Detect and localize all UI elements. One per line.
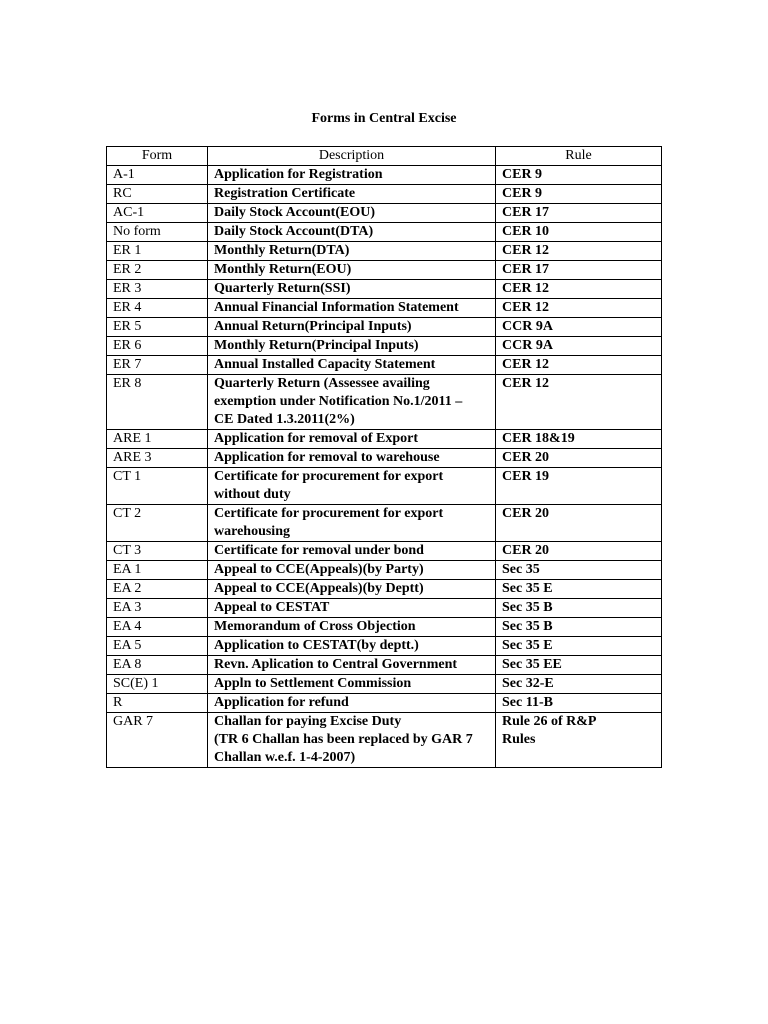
form-code-cell: ER 2 (107, 261, 208, 280)
form-code-cell: AC-1 (107, 204, 208, 223)
rule-cell (496, 561, 662, 580)
table-row (107, 356, 662, 375)
description-cell (208, 223, 496, 242)
rule-line: CCR 9A (502, 338, 553, 353)
table-row (107, 675, 662, 694)
rule-cell (496, 261, 662, 280)
description-line: Application to CESTAT(by deptt.) (214, 638, 419, 653)
form-code-cell: ER 1 (107, 242, 208, 261)
table-row (107, 261, 662, 280)
description-cell (208, 637, 496, 656)
description-cell (208, 356, 496, 375)
description-cell (208, 204, 496, 223)
form-code-cell: A-1 (107, 166, 208, 185)
form-code-cell: No form (107, 223, 208, 242)
rule-line: CER 20 (502, 450, 550, 465)
description-line: Appeal to CCE(Appeals)(by Deptt) (214, 581, 424, 596)
description-cell (208, 468, 496, 505)
column-header-form: Form (107, 147, 208, 166)
form-code-cell: ER 3 (107, 280, 208, 299)
rule-line: CER 10 (502, 224, 550, 239)
table-row (107, 375, 662, 430)
description-cell (208, 599, 496, 618)
description-line: Memorandum of Cross Objection (214, 619, 416, 634)
table-row (107, 599, 662, 618)
rule-line: Rules (502, 732, 536, 747)
description-cell (208, 713, 496, 768)
rule-cell (496, 505, 662, 542)
form-code-cell: CT 2 (107, 505, 208, 542)
description-line: Application for refund (214, 695, 349, 710)
rule-cell (496, 656, 662, 675)
rule-line: Sec 35 E (502, 638, 553, 653)
table-row (107, 242, 662, 261)
rule-line: CER 20 (502, 543, 550, 558)
description-line: Application for Registration (214, 167, 383, 182)
rule-cell (496, 299, 662, 318)
rule-line: CER 12 (502, 357, 550, 372)
rule-line: CCR 9A (502, 319, 553, 334)
form-code-cell: R (107, 694, 208, 713)
description-line: Annual Financial Information Statement (214, 300, 459, 315)
description-cell (208, 261, 496, 280)
description-line: Certificate for procurement for export (214, 506, 444, 521)
rule-line: CER 20 (502, 506, 550, 521)
table-row (107, 561, 662, 580)
description-line: Quarterly Return (Assessee availing (214, 376, 430, 391)
form-code-cell: EA 1 (107, 561, 208, 580)
rule-line: Sec 35 B (502, 619, 553, 634)
description-line: Application for removal of Export (214, 431, 419, 446)
description-line: Certificate for removal under bond (214, 543, 424, 558)
description-line: Appeal to CCE(Appeals)(by Party) (214, 562, 424, 577)
rule-line: CER 19 (502, 469, 550, 484)
description-cell (208, 318, 496, 337)
description-line: Registration Certificate (214, 186, 356, 201)
rule-cell (496, 449, 662, 468)
table-row (107, 505, 662, 542)
description-cell (208, 185, 496, 204)
table-row (107, 468, 662, 505)
table-row (107, 185, 662, 204)
description-cell (208, 694, 496, 713)
table-row (107, 618, 662, 637)
description-cell (208, 280, 496, 299)
description-line: exemption under Notification No.1/2011 – (214, 394, 463, 409)
rule-cell (496, 430, 662, 449)
table-row (107, 430, 662, 449)
rule-cell (496, 242, 662, 261)
column-header-rule: Rule (496, 147, 662, 166)
form-code-cell: ARE 1 (107, 430, 208, 449)
table-body (107, 166, 662, 768)
form-code-cell: ER 8 (107, 375, 208, 430)
column-header-description: Description (208, 147, 496, 166)
description-line: Monthly Return(DTA) (214, 243, 350, 258)
description-line: Annual Installed Capacity Statement (214, 357, 436, 372)
description-line: Challan for paying Excise Duty (214, 714, 402, 729)
rule-cell (496, 637, 662, 656)
form-code-cell: EA 2 (107, 580, 208, 599)
table-row (107, 337, 662, 356)
description-line: without duty (214, 487, 291, 502)
rule-cell (496, 675, 662, 694)
rule-cell (496, 599, 662, 618)
rule-cell (496, 580, 662, 599)
table-row (107, 166, 662, 185)
description-cell (208, 618, 496, 637)
form-code-cell: EA 4 (107, 618, 208, 637)
rule-cell (496, 166, 662, 185)
rule-line: CER 12 (502, 376, 550, 391)
form-code-cell: ER 6 (107, 337, 208, 356)
form-code-cell: ER 4 (107, 299, 208, 318)
description-line: (TR 6 Challan has been replaced by GAR 7 (214, 732, 473, 747)
description-line: Quarterly Return(SSI) (214, 281, 351, 296)
form-code-cell: EA 8 (107, 656, 208, 675)
description-cell (208, 675, 496, 694)
rule-line: CER 12 (502, 281, 550, 296)
form-code-cell: GAR 7 (107, 713, 208, 768)
form-code-cell: CT 1 (107, 468, 208, 505)
rule-line: CER 12 (502, 243, 550, 258)
table-row (107, 449, 662, 468)
description-line: Monthly Return(Principal Inputs) (214, 338, 419, 353)
description-line: Annual Return(Principal Inputs) (214, 319, 412, 334)
rule-cell (496, 468, 662, 505)
description-cell (208, 375, 496, 430)
table-header-row (107, 147, 662, 166)
form-code-cell: ER 5 (107, 318, 208, 337)
rule-line: Sec 32-E (502, 676, 554, 691)
description-cell (208, 542, 496, 561)
form-code-cell: ER 7 (107, 356, 208, 375)
table-row (107, 637, 662, 656)
description-cell (208, 580, 496, 599)
forms-table (106, 146, 662, 768)
description-line: Certificate for procurement for export (214, 469, 444, 484)
description-cell (208, 430, 496, 449)
description-cell (208, 505, 496, 542)
form-code-cell: EA 3 (107, 599, 208, 618)
rule-cell (496, 694, 662, 713)
table-row (107, 280, 662, 299)
rule-line: Rule 26 of R&P (502, 714, 597, 729)
form-code-cell: CT 3 (107, 542, 208, 561)
description-cell (208, 449, 496, 468)
description-line: Appeal to CESTAT (214, 600, 330, 615)
description-line: Challan w.e.f. 1-4-2007) (214, 750, 356, 765)
rule-cell (496, 618, 662, 637)
description-cell (208, 299, 496, 318)
rule-line: CER 9 (502, 186, 543, 201)
rule-line: Sec 35 E (502, 581, 553, 596)
rule-cell (496, 280, 662, 299)
form-code-cell: ARE 3 (107, 449, 208, 468)
form-code-cell: EA 5 (107, 637, 208, 656)
form-code-cell: RC (107, 185, 208, 204)
table-row (107, 299, 662, 318)
rule-line: CER 18&19 (502, 431, 575, 446)
description-line: Daily Stock Account(DTA) (214, 224, 374, 239)
description-line: CE Dated 1.3.2011(2%) (214, 412, 355, 427)
table-row (107, 542, 662, 561)
description-cell (208, 242, 496, 261)
table-row (107, 656, 662, 675)
rule-line: Sec 11-B (502, 695, 553, 710)
rule-line: CER 17 (502, 262, 550, 277)
rule-cell (496, 204, 662, 223)
description-cell (208, 337, 496, 356)
description-line: Appln to Settlement Commission (214, 676, 412, 691)
table-row (107, 694, 662, 713)
rule-line: CER 12 (502, 300, 550, 315)
table-row (107, 223, 662, 242)
description-cell (208, 656, 496, 675)
description-cell (208, 561, 496, 580)
description-line: warehousing (214, 524, 290, 539)
rule-line: CER 17 (502, 205, 550, 220)
description-line: Daily Stock Account(EOU) (214, 205, 375, 220)
rule-line: Sec 35 EE (502, 657, 562, 672)
table-row (107, 318, 662, 337)
table-row (107, 713, 662, 768)
form-code-cell: SC(E) 1 (107, 675, 208, 694)
table-row (107, 204, 662, 223)
description-cell (208, 166, 496, 185)
rule-cell (496, 223, 662, 242)
rule-cell (496, 713, 662, 768)
rule-cell (496, 185, 662, 204)
rule-line: Sec 35 B (502, 600, 553, 615)
description-line: Revn. Aplication to Central Government (214, 657, 458, 672)
page-title: Forms in Central Excise (311, 111, 457, 126)
rule-cell (496, 375, 662, 430)
rule-cell (496, 337, 662, 356)
rule-line: Sec 35 (502, 562, 540, 577)
description-line: Monthly Return(EOU) (214, 262, 352, 277)
rule-cell (496, 356, 662, 375)
description-line: Application for removal to warehouse (214, 450, 440, 465)
rule-cell (496, 542, 662, 561)
rule-line: CER 9 (502, 167, 543, 182)
rule-cell (496, 318, 662, 337)
table-row (107, 580, 662, 599)
